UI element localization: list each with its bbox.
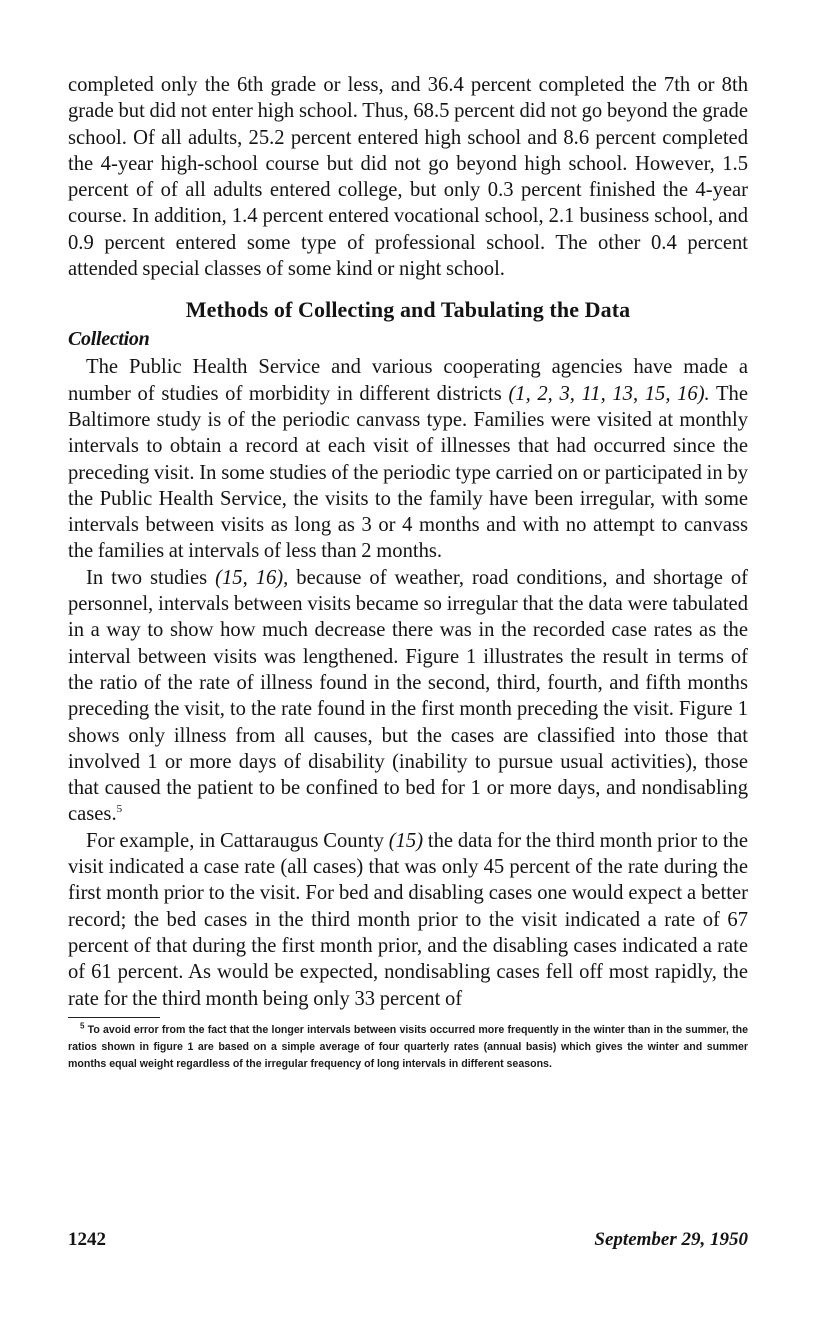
citation-reference: (15) [388,829,424,852]
collection-paragraph-1 [68,354,748,564]
footnote [68,1022,748,1074]
citation-references: (15, 16), [215,566,289,589]
paragraph-text: In two studies [86,566,208,589]
paragraph-text: For example, in Cattaraugus County [86,829,384,852]
paragraph-text: because of weather, road conditions, and shortage of personnel, intervals between visits became so irregular that the data were tabulated in a way to show how much decrease there was in the recorded case rates as the interval between visits was lengthened. Figure 1 illustrates the result in terms of the ratio of the rate of illness found in the second, third, fourth, and fifth months preceding the visit, to the rate found in the first month preceding the visit. Figure 1 shows only illness from all causes, but the cases are classified into those that involved 1 or more days of disability (inability to pursue usual activities), those that caused the patient to be confined to bed for 1 or more days, and nondisabling cases. [68,566,748,826]
subsection-heading: Collection [68,328,150,351]
footnote-marker: 5 [80,1021,85,1031]
issue-date: September 29, 1950 [594,1229,748,1250]
collection-paragraph-2 [68,565,748,828]
collection-paragraph-3 [68,828,748,1012]
page-number: 1242 [68,1229,106,1250]
footnote-text: To avoid error from the fact that the longer intervals between visits occurred more frequently in the winter than in the summer, the ratios shown in figure 1 are based on a simple average of four quarterly rates (annual basis) which gives the winter and summer months equal weight regardless of the irregular frequency of long intervals in different seasons. [68,1023,748,1071]
paragraph-text: The Baltimore study is of the periodic canvass type. Families were visited at monthly intervals to obtain a record at each visit of illnesses that had occurred since the preceding visit. In some studies of the periodic type carried on or participated in by the Public Health Service, the visits to the family have been irregular, with some intervals between visits as long as 3 or 4 months and with no attempt to canvass the families at intervals of less than 2 months. [68,382,748,563]
footnote-divider [68,1017,160,1018]
document-page [68,72,748,1073]
paragraph-text: The Public Health Service and various cooperating agencies have made a number of studies of morbidity in different districts [68,356,748,405]
section-heading: Methods of Collecting and Tabulating the Data [185,297,631,323]
paragraph-text: the data for the third month prior to the visit indicated a case rate (all cases) that was only 45 percent of the rate during the first month prior to the visit. For bed and disabling cases one would expect a better record; the bed cases in the third month prior to the visit indicated a rate of 67 percent of that during the first month prior, and the disabling cases indicated a rate of 61 percent. As would be expected, nondisabling cases fell off most rapidly, the rate for the third month being only 33 percent of [68,829,748,1010]
intro-paragraph: completed only the 6th grade or less, and 36.4 percent completed the 7th or 8th grade but did not enter high school. Thus, 68.5 percent did not go beyond the grade school. Of all adults, 25.2 percent entered high school and 8.6 percent completed the 4-year high-school course but did not go beyond high school. However, 1.5 percent of of all adults entered college, but only 0.3 percent finished the 4-year course. In addition, 1.4 percent entered vocational school, 2.1 business school, and 0.9 percent entered some type of professional school. The other 0.4 percent attended special classes of some kind or night school. [68,74,748,281]
citation-references: (1, 2, 3, 11, 13, 15, 16). [508,382,710,405]
footnote-reference: 5 [116,803,123,816]
page-footer [68,1229,748,1257]
